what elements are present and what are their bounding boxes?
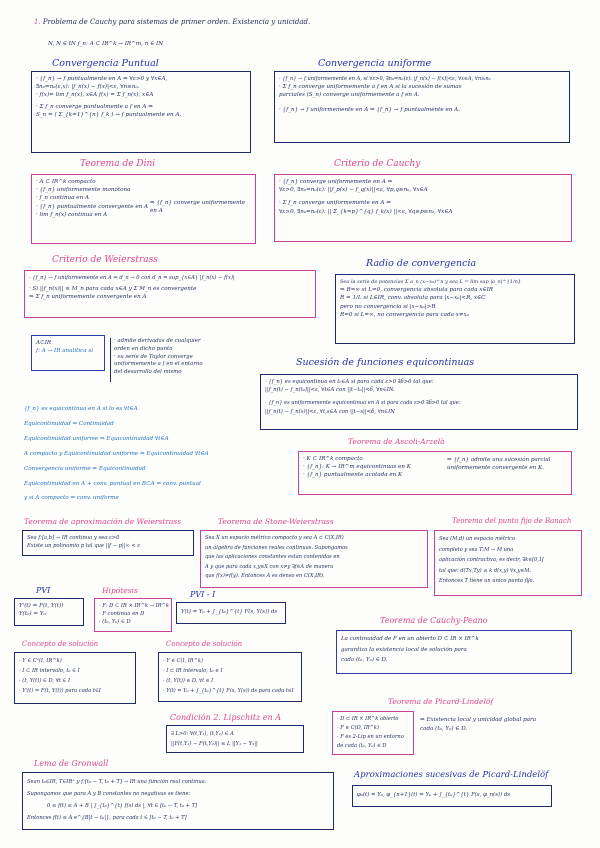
gronwall-line: Supongamos que para A y B constantes no negativas se tiene:	[27, 791, 191, 797]
sol1-line: · Y'(t) = F(t, Y(t)) para cada t∈I	[19, 688, 101, 694]
equicont-note: Convergencia uniforme ⇒ Equicontinuidad	[24, 466, 146, 472]
pvi-i-title: PVI - I	[190, 590, 216, 599]
gronwall-line: Entonces f(t) ≤ A e^{B|t − t₀|}, para cada t ∈ [t₀ − T, t₀ + T]	[27, 815, 187, 821]
sol2-line: · (t, Y(t)) ∈ D, ∀t ∈ I	[163, 678, 214, 684]
cauchy-peano-line: cada (t₀, Y₀) ∈ D.	[341, 657, 388, 663]
equicont-note: Equicontinuidad uniforme ⇒ Equicontinuidad ∀t∈A	[24, 436, 169, 442]
analitica-condition: orden en dicho punto	[114, 345, 173, 352]
banach-line: Entonces T tiene un único punto fijo.	[439, 578, 535, 585]
gronwall-box	[22, 772, 334, 830]
lipschitz-line: ||F(t,Y₁) − F(t,Y₂)|| ≤ L ||Y₁ − Y₂||	[171, 741, 258, 747]
sol2-title: Concepto de solución	[166, 640, 243, 648]
conv-uniforme-line: · Σ f_n converge uniformemente a f en A si la sucesión de sumas	[279, 84, 462, 91]
cauchy-line: ∀ε>0, ∃n₀=n₀(ε): ||f_p(x) − f_q(x)||<ε, ∀p,q≥n₀, ∀x∈A	[279, 187, 428, 194]
stone-line: un álgebra de funciones reales continuas. Supongamos	[205, 544, 348, 551]
analitica-line: A⊂IR	[36, 340, 52, 346]
analitica-brace	[110, 338, 111, 382]
aprox-picard-box	[352, 785, 552, 807]
page-header	[34, 18, 310, 26]
pvi-line: Y'(t) = F(t, Y(t))	[19, 603, 64, 609]
analitica-condition: · su serie de Taylor converge	[114, 353, 193, 360]
cauchy-peano-line: La continuidad de F en un abierto D ⊂ IR × IR^k	[341, 636, 479, 642]
equicont-note: Equicontinuidad ⇒ Continuidad	[24, 421, 114, 427]
weierstrass-title: Criterio de Weierstrass	[52, 255, 158, 265]
banach-box	[434, 530, 582, 596]
header-title: Problema de Cauchy para sistemas de primer orden. Existencia y unicidad.	[42, 18, 311, 26]
banach-line: completo y sea T:M → M una	[439, 546, 514, 553]
aprox-picard-title: Aproximaciones sucesivas de Picard-Lindelöf	[354, 770, 549, 780]
analitica-condition: uniformemente a f en el entorno	[114, 361, 203, 368]
conv-uniforme-box	[274, 71, 570, 143]
gronwall-line: Sean t₀∈IR, T∈IR⁺ y f:[t₀ − T, t₀ + T] → IR una función real continua.	[27, 779, 207, 785]
picard-line: de cada (t₀, Y₀) ∈ D	[337, 743, 387, 749]
banach-line: tal que: d(Tx,Ty) ≤ k d(x,y) ∀x,y∈M.	[439, 567, 532, 574]
header-subtitle: N, N ∈ IN f_n: A ⊂ IR^k → IR^m, n ∈ IN	[48, 41, 164, 47]
hipotesis-line: · F continua en D	[99, 611, 145, 618]
conv-uniforme-line: · {f_n} → f uniformemente en A, si ∀ε>0, ∃n₀=n₀(ε): |f_n(x) − f(x)|<ε, ∀x∈A, ∀n≥n₀	[279, 76, 491, 82]
banach-title: Teorema del punto fijo de Banach	[452, 517, 572, 525]
radio-line: R=0 si L=∞, no convergencia para cada x≠x₀	[340, 311, 469, 318]
dini-line: · {f_n} puntualmente convergente en A	[36, 203, 149, 210]
aprox-picard-line: φ₀(t) = Y₀, φ_{n+1}(t) = Y₀ + ∫_{t₀}^{t} F(s, φ_n(s)) ds	[357, 792, 511, 798]
pvi-i-box	[176, 602, 286, 624]
cauchy-peano-title: Teorema de Cauchy-Peano	[380, 616, 488, 625]
radio-title: Radio de convergencia	[366, 258, 477, 269]
radio-line: Sea la serie de potencias Σ a_n (x−x₀)^n y sea L = lim sup |a_n|^{1/n}	[340, 279, 522, 285]
stone-line: que f(x)≠f(y). Entonces A es denso en C(X,IR).	[205, 573, 325, 580]
weierstrass-line: · Si ||f_n(x)|| ≤ M_n para cada x∈A y Σ M_n es convergente	[29, 286, 197, 293]
sol1-line: · I ⊂ IR intervalo, t₀ ∈ I	[19, 668, 80, 674]
gronwall-title: Lema de Gronwall	[34, 759, 109, 768]
equicont-note: y si A compacto ⇒ conv. uniforme	[24, 495, 119, 501]
dini-result: ⇒ {f_n} converge uniformemente en A	[150, 200, 246, 214]
analitica-line: f: A → IR analítica si	[36, 348, 94, 355]
sol1-title: Concepto de solución	[22, 640, 99, 648]
pvi-line: Y(t₀) = Y₀	[19, 611, 46, 618]
lipschitz-title: Condición 2. Lipschitz en A	[170, 713, 281, 722]
sucesion-equicont-box	[260, 374, 578, 430]
aprox-weierstrass-title: Teorema de aproximación de Weierstrass	[24, 517, 182, 526]
cauchy-line: · Σ f_n converge uniformemente en A ⇔	[279, 200, 391, 207]
cauchy-peano-box	[336, 630, 572, 674]
header-number: 1.	[34, 18, 41, 26]
analitica-box	[31, 335, 105, 371]
stone-box	[200, 530, 428, 588]
dini-title: Teorema de Dini	[80, 159, 156, 169]
sol2-box	[158, 652, 302, 702]
picard-result: ⇒ Existencia local y unicidad global para cada (t₀, Y₀) ∈ D.	[420, 717, 537, 733]
conv-puntual-line: ∃n₀=n₀(ε,x): |f_n(x) − f(x)|<ε, ∀n≥n₀.	[36, 84, 140, 91]
sol1-line: · Y ∈ C¹(I, IR^k)	[19, 658, 62, 664]
pvi-i-line: Y(t) = Y₀ + ∫_{t₀}^{t} F(s, Y(s)) ds	[181, 609, 278, 615]
hipotesis-title: Hipótesis	[102, 586, 138, 595]
sucesion-equicont-line: · {f_n} es uniformemente equicontinua en A si para cada ε>0 ∃δ>0 tal que:	[265, 400, 461, 407]
picard-title: Teorema de Picard-Lindelöf	[388, 697, 494, 706]
dini-line: · f_n continua en A	[36, 195, 89, 202]
radio-line: ⇒ R=∞ si L=0, convergencia absoluta para cada x∈IR	[340, 287, 494, 294]
cauchy-line: · {f_n} converge uniformemente en A ⇔	[279, 179, 393, 185]
weierstrass-line: ⇒ Σ f_n uniformemente convergente en A	[29, 294, 147, 301]
lipschitz-line: ∃ L>0: ∀(t,Y₁), (t,Y₂) ∈ A	[171, 731, 234, 737]
analitica-conditions	[114, 338, 203, 377]
ascoli-line: · K ⊂ IR^k compacto	[303, 456, 363, 462]
pvi-title: PVI	[36, 586, 51, 595]
conv-puntual-line: S_n = ( Σ_{k=1}^{n} f_k ) → f puntualmente en A.	[36, 111, 182, 118]
cauchy-line: ∀ε>0, ∃n₀=n₀(ε): || Σ_{k=p}^{q} f_k(x) ||<ε, ∀q≥p≥n₀, ∀x∈A	[279, 208, 453, 215]
analitica-condition: · admite derivadas de cualquier	[114, 338, 201, 344]
picard-line: · D ⊂ IR × IR^k abierto	[337, 716, 399, 722]
ascoli-line: · {f_n} puntualmente acotada en K	[303, 472, 403, 479]
ascoli-result: ⇒ {f_n} admite una sucesión parcial uniformemente convergente en K.	[447, 457, 551, 471]
conv-puntual-line: · f(x)= lim f_n(x), x∈A f(x) = Σ f_n(x), x∈A	[36, 92, 154, 99]
conv-puntual-box	[31, 71, 251, 153]
hipotesis-box	[94, 598, 172, 632]
gronwall-line: 0 ≤ f(t) ≤ A + B | ∫_{t₀}^{t} f(s) ds |, ∀t ∈ [t₀ − T, t₀ + T]	[47, 803, 198, 809]
banach-line: aplicación contractiva, es decir, ∃k∈[0,1[	[439, 557, 545, 564]
cauchy-title: Criterio de Cauchy	[334, 159, 421, 169]
sol2-line: · I ⊂ IR intervalo, t₀ ∈ I	[163, 668, 223, 674]
conv-uniforme-line: · {f_n} → f uniformemente en A ⇒ {f_n} → f puntualmente en A.	[279, 106, 460, 113]
conv-puntual-line: · Σ f_n converge puntualmente a f en A ⇔	[36, 103, 153, 110]
dini-box	[31, 174, 256, 244]
cauchy-box	[274, 174, 572, 242]
stone-line: Sea X un espacio métrico compacto y sea A ⊂ C(X,IR)	[205, 535, 344, 541]
cauchy-peano-line: garantiza la existencia local de solución para	[341, 646, 467, 653]
pvi-box	[14, 598, 84, 626]
sucesion-equicont-line: ||f_n(t) − f_n(s)||<ε, ∀t,s∈A con ||t−s||<δ, ∀n∈IN	[265, 408, 395, 415]
picard-box	[332, 711, 414, 755]
sucesion-equicont-line: · {f_n} es equicontinua en t₀∈A si para cada ε>0 ∃δ>0 tal que:	[265, 379, 434, 385]
dini-line: · {f_n} uniformemente monótona	[36, 187, 131, 194]
radio-box	[335, 274, 575, 344]
ascoli-line: · {f_n}: K → IR^m equicontinuas en K	[303, 464, 411, 471]
aprox-weierstrass-line: Existe un polinomio p tal que ||f − p||∞ < ε	[27, 543, 141, 550]
sol2-line: · Y ∈ C(I, IR^k)	[163, 658, 203, 664]
conv-puntual-line: · {f_n} → f puntualmente en A ⇔ ∀ε>0 y ∀x∈A,	[36, 76, 168, 82]
dini-line: · A ⊂ IR^k compacto	[36, 179, 96, 185]
sol1-box	[14, 652, 136, 704]
radio-line: pero no convergencia si |x−x₀|>R	[340, 303, 436, 310]
equicont-notes	[24, 402, 209, 504]
radio-line: R = 1/L si L∈IR, conv. absoluta para |x−x₀|<R, x∈C	[340, 295, 486, 302]
sol2-line: · Y(t) = Y₀ + ∫_{t₀}^{t} F(s, Y(s)) ds para cada t∈I	[163, 688, 294, 694]
lipschitz-box	[166, 725, 304, 753]
ascoli-box	[298, 451, 572, 495]
dini-line: · lim f_n(x) continua en A	[36, 211, 108, 218]
stone-title: Teorema de Stone-Weierstrass	[218, 517, 334, 526]
stone-line: A y que para cada x,y∈X con x≠y ∃f∈A de manera	[205, 563, 334, 570]
sol1-line: · (t, Y(t)) ∈ D, ∀t ∈ I	[19, 678, 71, 684]
conv-puntual-title: Convergencia Puntual	[52, 58, 159, 69]
banach-line: Sea (M,d) un espacio métrico	[439, 536, 515, 542]
conv-uniforme-title: Convergencia uniforme	[318, 58, 432, 69]
ascoli-title: Teorema de Ascoli-Arzelà	[348, 437, 445, 446]
equicont-note: Equicontinuidad en A + conv. puntual en B⊂A ⇒ conv. puntual	[24, 481, 201, 487]
weierstrass-line: · {f_n} → f uniformemente en A ⇔ d_n → 0 con d_n = sup_{x∈A} |f_n(x) − f(x)|	[29, 275, 235, 281]
aprox-weierstrass-box	[22, 530, 194, 556]
weierstrass-box	[24, 270, 316, 318]
aprox-weierstrass-line: Sea f:[a,b] → IR continua y sea ε>0	[27, 535, 120, 541]
equicont-note: A compacto y Equicontinuidad uniforme ⇔ Equicontinuidad ∀t∈A	[24, 451, 209, 457]
sucesion-equicont-line: ||f_n(t) − f_n(t₀)||<ε, ∀t∈A con ||t−t₀||<δ, ∀n∈IN.	[265, 387, 395, 394]
hipotesis-line: · (t₀, Y₀) ∈ D	[99, 619, 131, 626]
hipotesis-line: · F: D ⊂ IR × IR^k → IR^k	[99, 603, 170, 609]
conv-uniforme-line: parciales (S_n) converge uniformemente a f en A.	[279, 92, 420, 99]
stone-line: que las aplicaciones constantes están contenidas en	[205, 554, 340, 561]
equicont-note: {f_n} es equicontinua en A si lo es ∀t∈A	[24, 406, 138, 412]
sucesion-equicont-title: Sucesión de funciones equicontinuas	[296, 357, 475, 368]
picard-line: · F es 2-Lip en un entorno	[337, 734, 404, 740]
analitica-condition: del desarrollo del mismo	[114, 369, 182, 376]
picard-line: · F ∈ C(D, IR^k)	[337, 725, 379, 731]
